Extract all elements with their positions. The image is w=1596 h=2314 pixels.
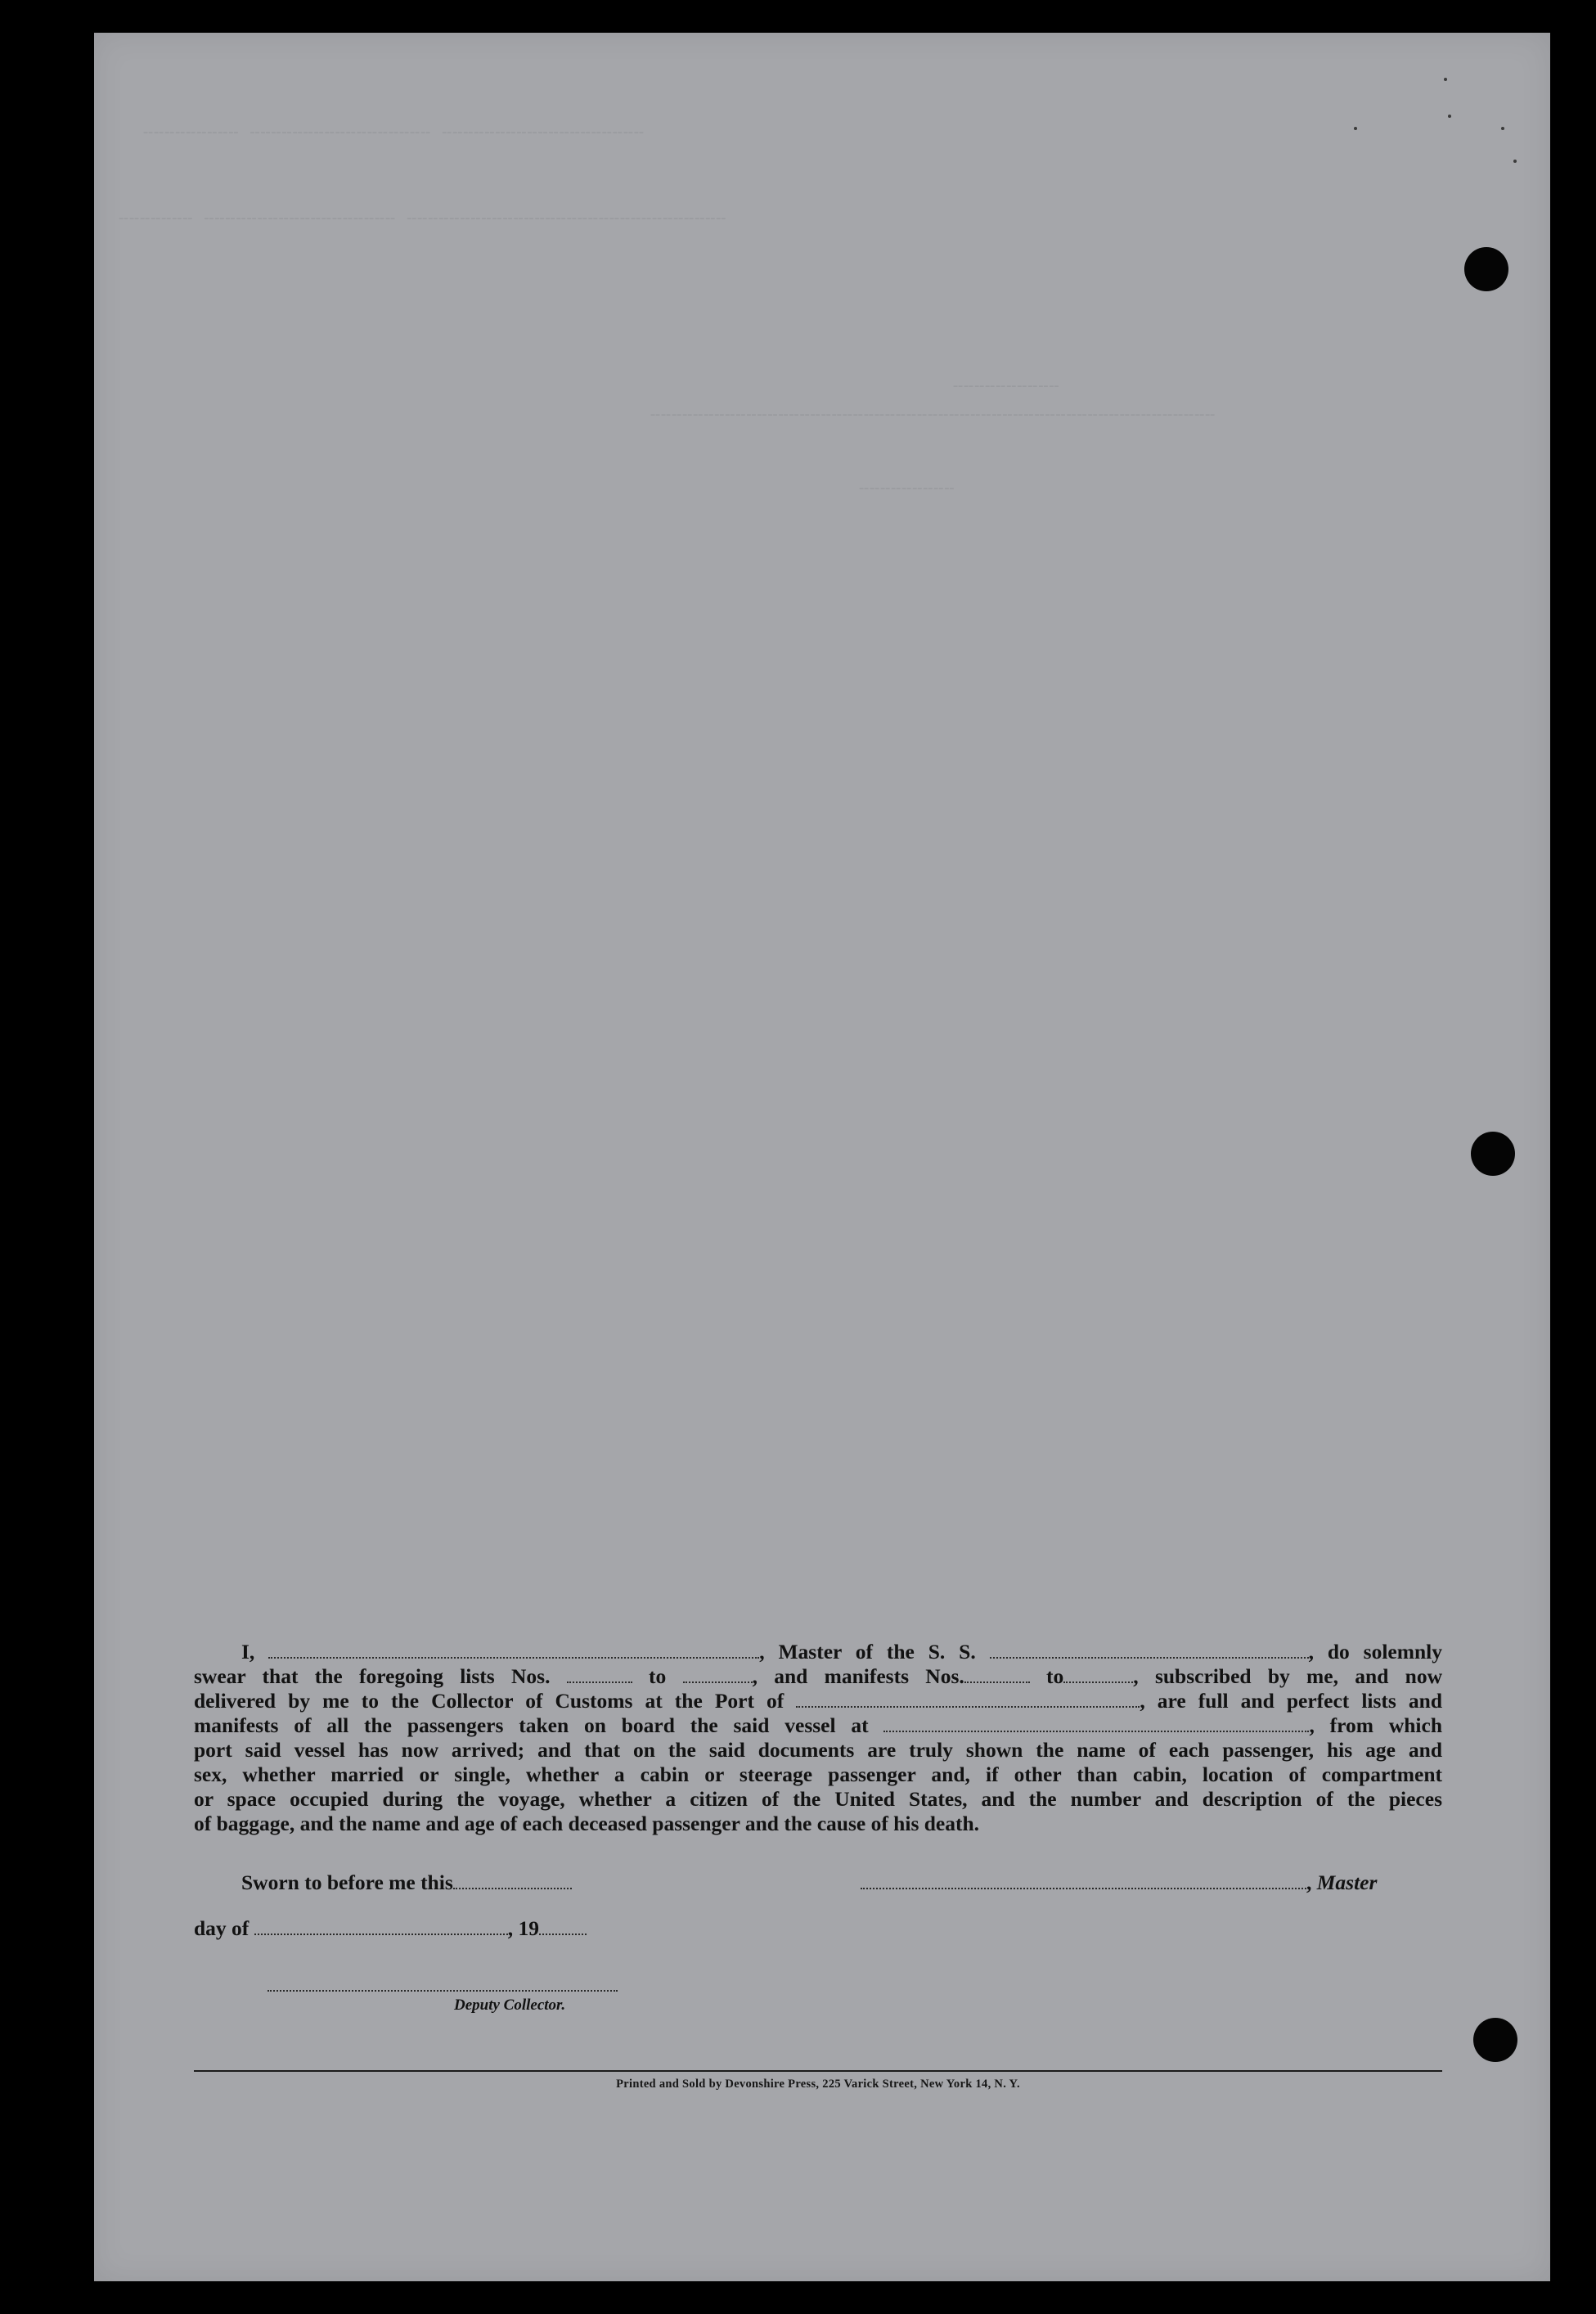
port-of-embarkation-blank[interactable]	[883, 1716, 1309, 1732]
speck	[1501, 127, 1504, 130]
sworn-line: Sworn to before me this	[241, 1871, 572, 1895]
oath-line-2: swear that the foregoing lists Nos. to , and manifests Nos. to , subscribed by me, and now	[194, 1664, 1443, 1688]
oath-line-7: or space occupied during the voyage, whether a citizen of the United States, and the number and description of the pieces	[194, 1787, 1442, 1811]
speck	[1513, 160, 1517, 163]
deputy-signature-blank[interactable]	[267, 1990, 618, 1992]
bleed-through-text: ╌╌╌╌╌╌╌╌╌ ╌╌╌╌╌╌╌╌╌╌╌╌╌╌╌╌╌ ╌╌╌╌╌╌╌╌╌╌╌╌╌╌╌╌╌╌╌	[143, 123, 645, 142]
master-name-blank[interactable]	[268, 1642, 759, 1659]
ship-name-blank[interactable]	[990, 1642, 1309, 1659]
printer-imprint: Printed and Sold by Devonshire Press, 225 Varick Street, New York 14, N. Y.	[616, 2078, 1020, 2091]
bleed-through-text: ╌╌╌╌╌╌╌╌╌╌╌╌╌╌╌╌╌╌╌╌╌╌╌╌╌╌╌╌╌╌╌╌╌╌╌╌╌╌╌╌╌╌╌╌╌╌╌╌╌╌╌╌╌	[650, 405, 1216, 425]
oath-line-6: sex, whether married or single, whether a cabin or steerage passenger and, if other than cabin, location of compartment	[194, 1763, 1442, 1786]
master-label: Master	[1316, 1871, 1378, 1894]
speck	[1448, 115, 1451, 118]
month-blank[interactable]	[254, 1919, 508, 1935]
punch-hole-middle	[1471, 1132, 1515, 1176]
deputy-collector-label: Deputy Collector.	[454, 1997, 566, 2014]
oath-line-1: I, , Master of the S. S. , do solemnly	[241, 1640, 1443, 1663]
manifests-from-blank[interactable]	[964, 1667, 1030, 1683]
oath-line-8: of baggage, and the name and age of each deceased passenger and the cause of his death.	[194, 1812, 980, 1835]
lists-to-blank[interactable]	[683, 1667, 753, 1683]
sworn-date-blank[interactable]	[453, 1873, 572, 1889]
speck	[1354, 127, 1357, 130]
punch-hole-bottom	[1473, 2018, 1517, 2062]
master-signature-blank[interactable]	[861, 1873, 1306, 1889]
oath-line-3: delivered by me to the Collector of Customs at the Port of , are full and perfect lists and	[194, 1689, 1443, 1713]
signature-block	[194, 1871, 1442, 2014]
year-blank[interactable]	[539, 1919, 587, 1935]
footer-rule	[194, 2070, 1442, 2072]
punch-hole-top	[1464, 247, 1508, 291]
port-blank[interactable]	[796, 1691, 1140, 1708]
speck	[1444, 78, 1447, 81]
lists-from-blank[interactable]	[567, 1667, 632, 1683]
oath-line-4: manifests of all the passengers taken on board the said vessel at , from which	[194, 1713, 1442, 1737]
manifests-to-blank[interactable]	[1063, 1667, 1133, 1683]
master-signature-line: , Master	[861, 1871, 1377, 1895]
oath-paragraph	[194, 1640, 1442, 1836]
bleed-through-text: ╌╌╌╌╌╌╌╌╌	[859, 479, 955, 498]
bleed-through-text: ╌╌╌╌╌╌╌╌╌╌	[953, 376, 1060, 396]
oath-line-5: port said vessel has now arrived; and that on the said documents are truly shown the name of each passenger, his age and	[194, 1738, 1442, 1762]
bleed-through-text: ╌╌╌╌╌╌╌ ╌╌╌╌╌╌╌╌╌╌╌╌╌╌╌╌╌╌ ╌╌╌╌╌╌╌╌╌╌╌╌╌╌╌╌╌╌╌╌╌╌╌╌╌╌╌╌╌╌	[119, 209, 727, 228]
day-of-line: day of , 19	[194, 1916, 587, 1941]
